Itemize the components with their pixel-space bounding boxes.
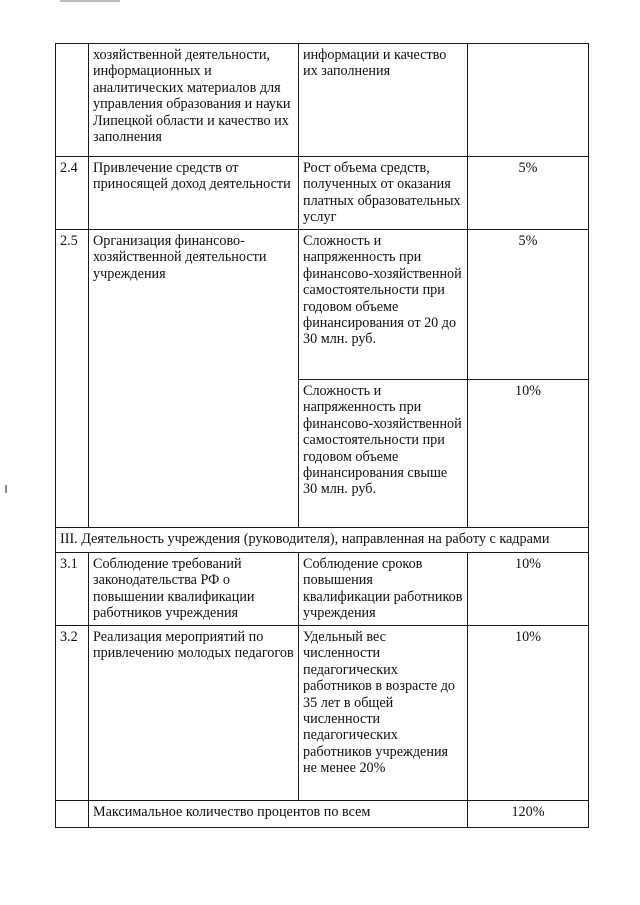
scan-artifact-top	[60, 0, 120, 2]
cell-value: 10%	[468, 626, 589, 801]
table-row-continuation	[56, 44, 589, 157]
cell-criterion: Привлечение средств от приносящей доход деятельности	[89, 157, 299, 230]
cell-indicator: Рост объема средств, полученных от оказания платных образовательных услуг	[299, 157, 468, 230]
cell-number: 2.5	[56, 230, 89, 528]
cell-number: 3.1	[56, 553, 89, 626]
table-row-2-5	[56, 230, 589, 380]
cell-total-value: 120%	[468, 801, 589, 828]
cell-number: 2.4	[56, 157, 89, 230]
table-row-2-4	[56, 157, 589, 230]
cell-value	[468, 44, 589, 157]
cell-criterion: Соблюдение требований законодательства РФ о повышении квалификации работников учреждения	[89, 553, 299, 626]
table-row-3-2	[56, 626, 589, 801]
criteria-table	[55, 43, 589, 828]
cell-indicator: информации и качество их заполнения	[299, 44, 468, 157]
table-row-3-1	[56, 553, 589, 626]
cell-indicator: Сложность и напряженность при финансово-хозяйственной самостоятельности при годовом объеме финансирования от 20 до 30 млн. руб.	[299, 230, 468, 380]
cell-value: 5%	[468, 230, 589, 380]
cell-number	[56, 44, 89, 157]
cell-criterion: Реализация мероприятий по привлечению молодых педагогов	[89, 626, 299, 801]
cell-total-label: Максимальное количество процентов по всем	[89, 801, 468, 828]
cell-value: 10%	[468, 553, 589, 626]
section-heading: III. Деятельность учреждения (руководителя), направленная на работу с кадрами	[56, 528, 589, 553]
cell-indicator: Соблюдение сроков повышения квалификации работников учреждения	[299, 553, 468, 626]
cell-indicator: Сложность и напряженность при финансово-хозяйственной самостоятельности при годовом объеме финансирования свыше 30 млн. руб.	[299, 380, 468, 528]
scan-artifact-margin	[5, 485, 7, 493]
cell-value: 5%	[468, 157, 589, 230]
section-heading-row	[56, 528, 589, 553]
cell-indicator: Удельный вес численности педагогических работников в возрасте до 35 лет в общей численности педагогических работников учреждения не менее 20%	[299, 626, 468, 801]
table-row-total	[56, 801, 589, 828]
cell-number	[56, 801, 89, 828]
cell-criterion: хозяйственной деятельности, информационных и аналитических материалов для управления образования и науки Липецкой области и качество их заполнения	[89, 44, 299, 157]
cell-value: 10%	[468, 380, 589, 528]
cell-criterion: Организация финансово-хозяйственной деятельности учреждения	[89, 230, 299, 528]
cell-number: 3.2	[56, 626, 89, 801]
